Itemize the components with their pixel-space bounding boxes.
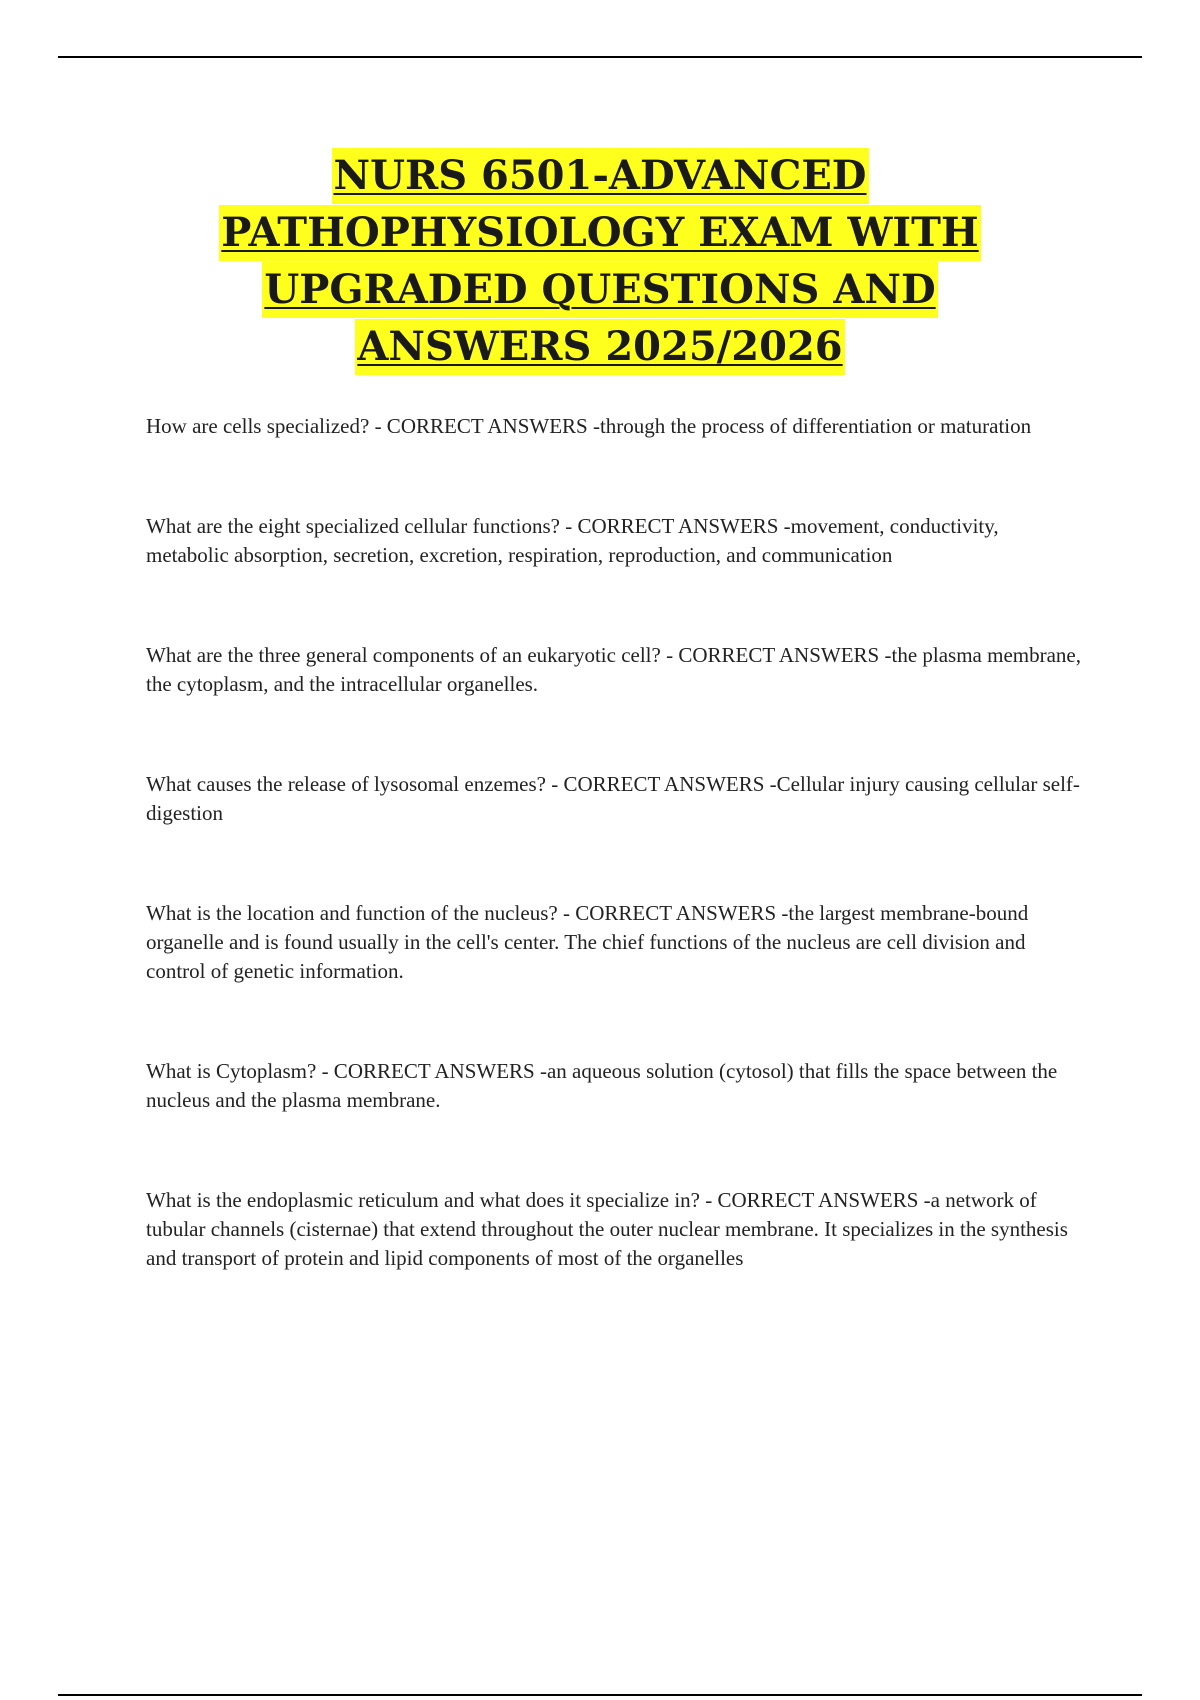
question-text: What is the endoplasmic reticulum and what does it specialize in?	[146, 1188, 700, 1212]
title-line-3: UPGRADED QUESTIONS AND	[262, 262, 937, 318]
title-line-1: NURS 6501-ADVANCED	[332, 148, 869, 204]
qa-item-4	[146, 770, 1086, 828]
answer-text: the largest membrane-bound organelle and is found usually in the cell's center. The chief functions of the nucleus are cell division and control of genetic information.	[146, 901, 1029, 983]
answer-text: through the process of differentiation or maturation	[599, 414, 1032, 438]
top-rule	[58, 56, 1142, 58]
question-text: How are cells specialized?	[146, 414, 370, 438]
answer-marker: - CORRECT ANSWERS -	[557, 901, 789, 925]
question-text: What is Cytoplasm?	[146, 1059, 317, 1083]
answer-marker: - CORRECT ANSWERS -	[316, 1059, 547, 1083]
title-line-2: PATHOPHYSIOLOGY EXAM WITH	[219, 205, 980, 261]
qa-item-5	[146, 899, 1086, 986]
answer-marker: - CORRECT ANSWERS -	[369, 414, 600, 438]
question-text: What is the location and function of the nucleus?	[146, 901, 558, 925]
qa-item-7	[146, 1186, 1086, 1273]
answer-text: movement, conductivity, metabolic absorption, secretion, excretion, respiration, reproduction, and communication	[146, 514, 999, 567]
answer-marker: - CORRECT ANSWERS -	[559, 514, 791, 538]
question-text: What are the three general components of an eukaryotic cell?	[146, 643, 661, 667]
qa-list	[146, 412, 1086, 1273]
answer-text: a network of tubular channels (cisternae) that extend throughout the outer nuclear membrane. It specializes in the synthesis and transport of protein and lipid components of most of the organelles	[146, 1188, 1068, 1270]
title-line-4: ANSWERS 2025/2026	[355, 319, 844, 375]
question-text: What are the eight specialized cellular functions?	[146, 514, 560, 538]
qa-item-3	[146, 641, 1086, 699]
answer-text: the plasma membrane, the cytoplasm, and the intracellular organelles.	[146, 643, 1081, 696]
document-title	[130, 148, 1070, 376]
answer-marker: - CORRECT ANSWERS -	[700, 1188, 931, 1212]
bottom-rule	[58, 1694, 1142, 1696]
answer-text: an aqueous solution (cytosol) that fills the space between the nucleus and the plasma membrane.	[146, 1059, 1058, 1112]
answer-marker: - CORRECT ANSWERS -	[660, 643, 892, 667]
question-text: What causes the release of lysosomal enzemes?	[146, 772, 546, 796]
answer-marker: - CORRECT ANSWERS -	[546, 772, 777, 796]
qa-item-6	[146, 1057, 1086, 1115]
answer-text: Cellular injury causing cellular self-digestion	[146, 772, 1080, 825]
qa-item-2	[146, 512, 1086, 570]
qa-item-1	[146, 412, 1086, 441]
